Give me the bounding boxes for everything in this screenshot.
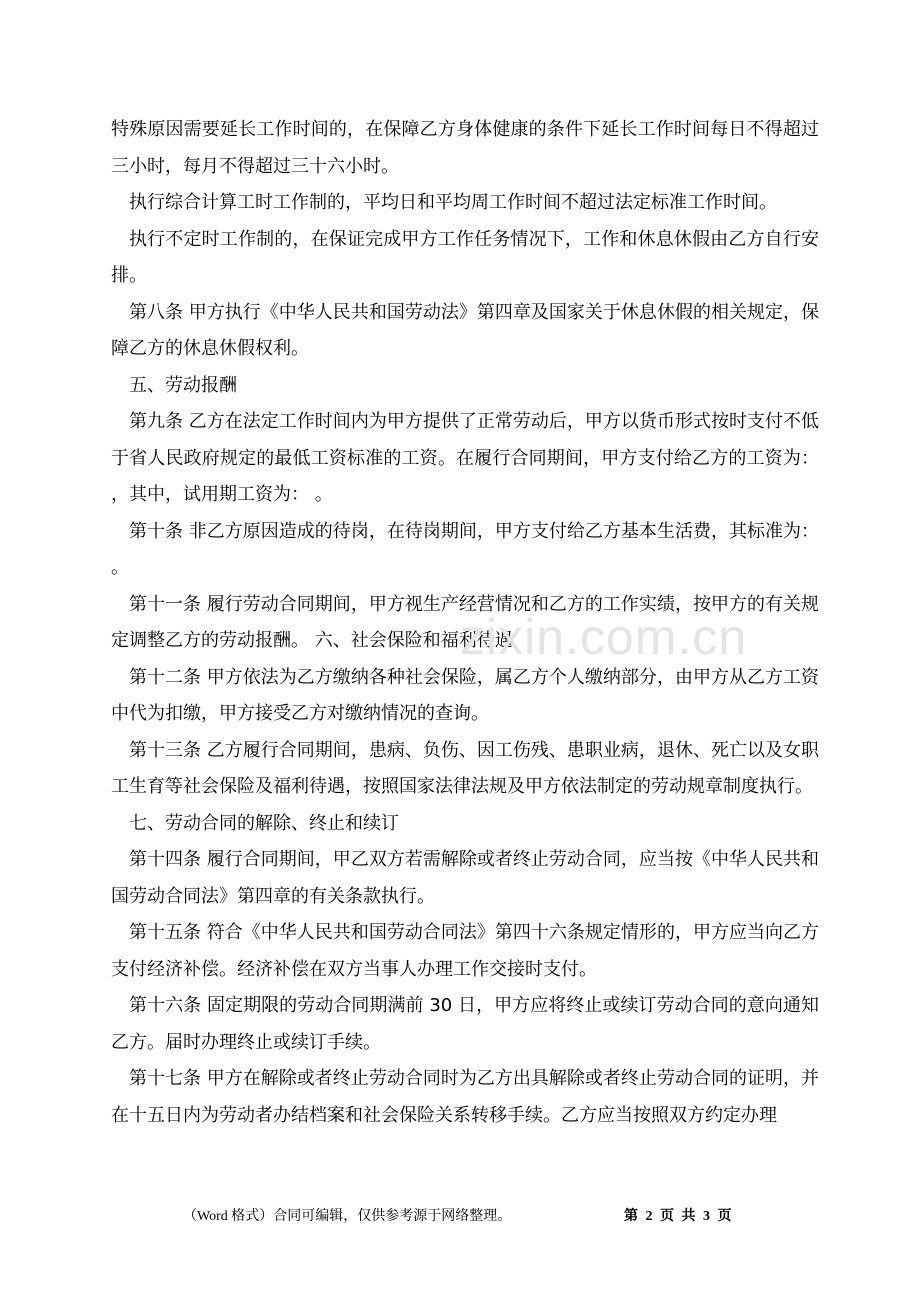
paragraph-overtime-limit: 特殊原因需要延长工作时间的，在保障乙方身体健康的条件下延长工作时间每日不得超过三小时，每月不得超过三十六小时。 xyxy=(111,119,819,177)
paragraph-article-17: 第十七条 甲方在解除或者终止劳动合同时为乙方出具解除或者终止劳动合同的证明，并在十五日内为劳动者办结档案和社会保险关系转移手续。乙方应当按照双方约定办理 xyxy=(111,1068,819,1126)
paragraph-article-11: 第十一条 履行劳动合同期间，甲方视生产经营情况和乙方的工作实绩，按甲方的有关规定调整乙方的劳动报酬。 六、社会保险和福利待遇 xyxy=(111,593,819,651)
paragraph-comprehensive-hours: 执行综合计算工时工作制的，平均日和平均周工作时间不超过法定标准工作时间。 xyxy=(129,192,777,213)
paragraph-article-16: 第十六条 固定期限的劳动合同期满前 30 日，甲方应将终止或续订劳动合同的意向通知乙方。届时办理终止或续订手续。 xyxy=(111,995,819,1053)
document-body xyxy=(111,112,819,1134)
paragraph-article-8: 第八条 甲方执行《中华人民共和国劳动法》第四章及国家关于休息休假的相关规定，保障乙方的休息休假权利。 xyxy=(111,301,819,359)
section-heading-remuneration: 五、劳动报酬 xyxy=(129,374,237,396)
paragraph-article-10: 第十条 非乙方原因造成的待岗，在待岗期间，甲方支付给乙方基本生活费，其标准为： 。 xyxy=(111,520,819,578)
paragraph-article-14: 第十四条 履行合同期间，甲乙双方若需解除或者终止劳动合同，应当按《中华人民共和国劳动合同法》第四章的有关条款执行。 xyxy=(111,849,819,907)
footer-note: （Word 格式）合同可编辑，仅供参考源于网络整理。 xyxy=(183,1209,512,1224)
paragraph-article-9: 第九条 乙方在法定工作时间内为甲方提供了正常劳动后，甲方以货币形式按时支付不低于省人民政府规定的最低工资标准的工资。在履行合同期间，甲方支付给乙方的工资为： ，其中，试用期工资为： 。 xyxy=(111,411,819,505)
page-number: 第 2 页 共 3 页 xyxy=(624,1209,732,1224)
paragraph-flexible-hours: 执行不定时工作制的，在保证完成甲方工作任务情况下，工作和休息休假由乙方自行安排。 xyxy=(111,228,819,286)
paragraph-article-15: 第十五条 符合《中华人民共和国劳动合同法》第四十六条规定情形的，甲方应当向乙方支付经济补偿。经济补偿在双方当事人办理工作交接时支付。 xyxy=(111,922,819,980)
paragraph-article-13: 第十三条 乙方履行合同期间，患病、负伤、因工伤残、患职业病，退休、死亡以及女职工生育等社会保险及福利待遇，按照国家法律法规及甲方依法制定的劳动规章制度执行。 xyxy=(111,739,819,797)
watermark: zixin.com.cn xyxy=(460,609,748,665)
section-heading-termination: 七、劳动合同的解除、终止和续订 xyxy=(129,812,399,834)
paragraph-article-12: 第十二条 甲方依法为乙方缴纳各种社会保险，属乙方个人缴纳部分，由甲方从乙方工资中代为扣缴，甲方接受乙方对缴纳情况的查询。 xyxy=(111,666,819,724)
